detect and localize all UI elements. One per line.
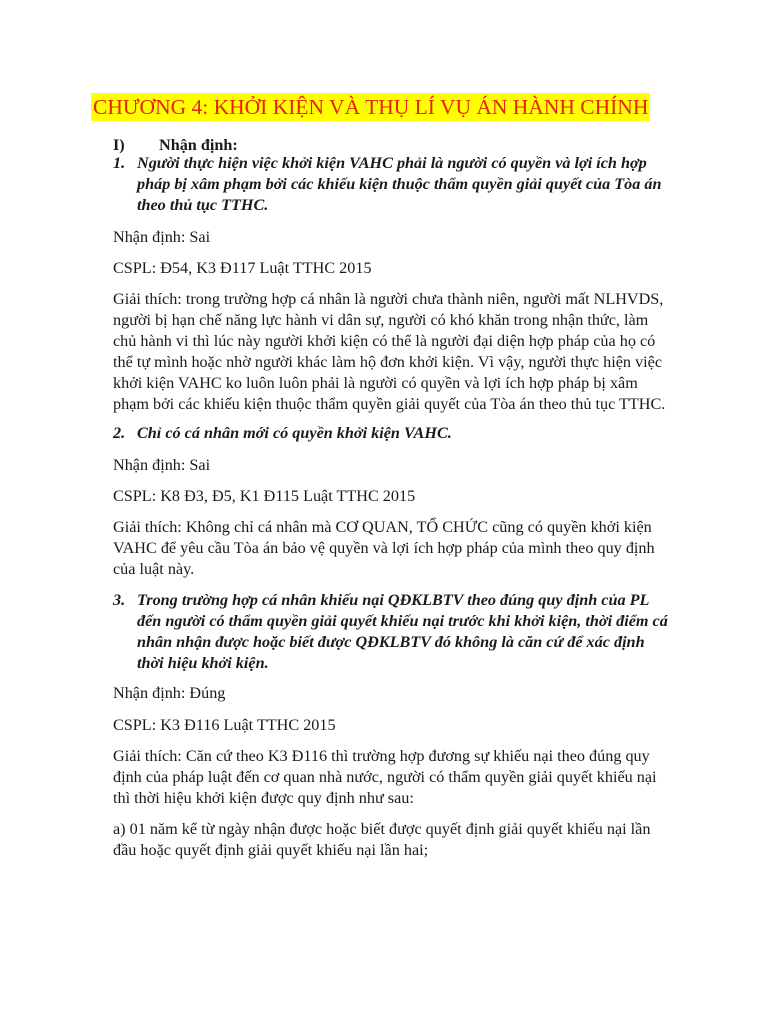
explanation: Giải thích: Không chỉ cá nhân mà CƠ QUAN, TỔ CHỨC cũng có quyền khởi kiện VAHC để yêu cầu Tòa án bảo vệ quyền và lợi ích hợp pháp của mình theo quy định của luật này.	[113, 518, 655, 578]
legal-basis: CSPL: K3 Đ116 Luật TTHC 2015	[113, 716, 336, 734]
question-number: 2.	[113, 424, 126, 442]
verdict: Nhận định: Đúng	[113, 684, 226, 702]
chapter-title: CHƯƠNG 4: KHỞI KIỆN VÀ THỤ LÍ VỤ ÁN HÀNH CHÍNH	[93, 95, 649, 119]
verdict: Nhận định: Sai	[113, 456, 211, 474]
question-number: 1.	[113, 154, 126, 172]
question-text: Người thực hiện việc khởi kiện VAHC phải là người có quyền và lợi ích hợp pháp bị xâm phạm bởi các khiếu kiện thuộc thẩm quyền giải quyết của Tòa án theo thủ tục TTHC.	[137, 154, 662, 214]
section-label: Nhận định:	[159, 136, 238, 154]
question-1	[113, 153, 673, 216]
legal-basis: CSPL: Đ54, K3 Đ117 Luật TTHC 2015	[113, 259, 372, 277]
explanation: Giải thích: trong trường hợp cá nhân là người chưa thành niên, người mất NLHVDS, người bị hạn chế năng lực hành vi dân sự, người có khó khăn trong nhận thức, làm chủ hành vi thì lúc này người khởi kiện có thể là người đại diện hợp pháp của họ có thể tự mình hoặc nhờ người khác làm hộ đơn khởi kiện. Vì vậy, người thực hiện việc khởi kiện VAHC ko luôn luôn phải là người có quyền và lợi ích hợp pháp bị xâm phạm bởi các khiếu kiện thuộc thẩm quyền giải quyết của Tòa án theo thủ tục TTHC.	[113, 290, 666, 413]
section-number: I)	[113, 136, 125, 154]
question-text: Trong trường hợp cá nhân khiếu nại QĐKLBTV theo đúng quy định của PL đến người có thẩm quyền giải quyết khiếu nại trước khi khởi kiện, thời điểm cá nhân nhận được hoặc biết được QĐKLBTV đó không là căn cứ để xác định thời hiệu khởi kiện.	[137, 591, 668, 672]
question-2	[113, 423, 673, 444]
question-number: 3.	[113, 591, 126, 609]
legal-basis: CSPL: K8 Đ3, Đ5, K1 Đ115 Luật TTHC 2015	[113, 487, 416, 505]
question-text: Chỉ có cá nhân mới có quyền khởi kiện VAHC.	[137, 424, 452, 442]
verdict: Nhận định: Sai	[113, 228, 211, 246]
list-item-a: a) 01 năm kể từ ngày nhận được hoặc biết được quyết định giải quyết khiếu nại lần đầu hoặc quyết định giải quyết khiếu nại lần hai;	[113, 820, 651, 859]
explanation: Giải thích: Căn cứ theo K3 Đ116 thì trường hợp đương sự khiếu nại theo đúng quy định của pháp luật đến cơ quan nhà nước, người có thẩm quyền giải quyết khiếu nại thì thời hiệu khởi kiện được quy định như sau:	[113, 747, 657, 807]
question-3	[113, 590, 673, 674]
